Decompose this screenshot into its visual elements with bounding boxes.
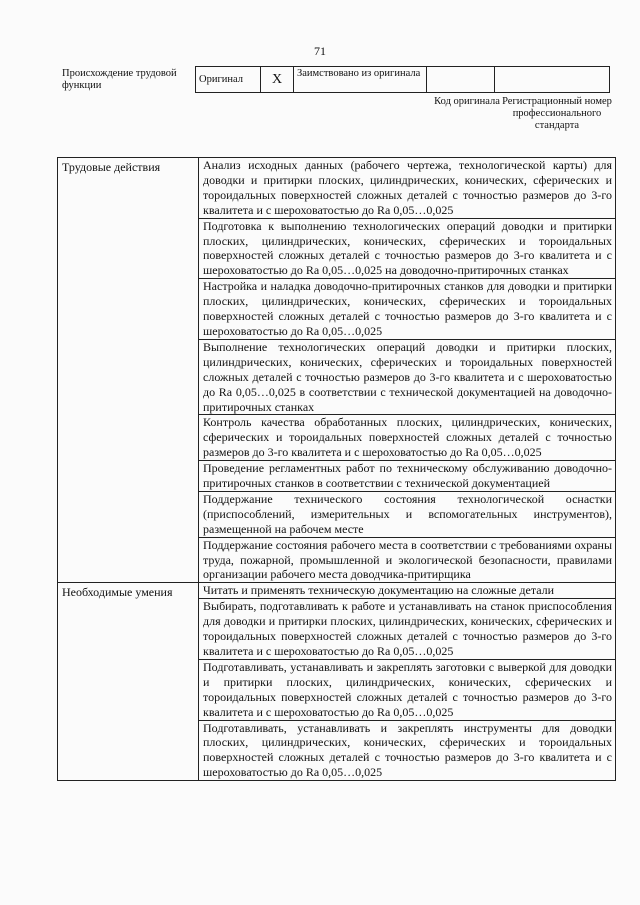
origin-original-cell: Оригинал xyxy=(196,67,261,93)
reg-caption: Регистрационный номер профессионального стандарта xyxy=(502,96,612,131)
table-cell: Поддержание состояния рабочего места в соответствии с требованиями охраны труда, пожарной, промышленной и экологической безопасности, правилами организации рабочего места доводчика-притирщика xyxy=(199,537,616,583)
table-cell: Настройка и наладка доводочно-притирочных станков для доводки и притирки плоских, цилиндрических, конических, сферических и тороидальных поверхностей сложных деталей с точностью размеров до 3-го квалитета и с шероховатостью до Ra 0,05…0,025 xyxy=(199,279,616,340)
page-number: 71 xyxy=(314,44,326,58)
table-cell: Подготавливать, устанавливать и закреплять инструменты для доводки плоских, цилиндрических, конических, сферических и тороидальных поверхностей сложных деталей с точностью размеров до 3-го квалитета и с шероховатостью до Ra 0,05…0,025 xyxy=(199,720,616,781)
table-cell: Читать и применять техническую документацию на сложные детали xyxy=(199,583,616,599)
code-caption: Код оригинала xyxy=(434,96,500,107)
table-cell: Проведение регламентных работ по техническому обслуживанию доводочно-притирочных станков в соответствии с технической документацией xyxy=(199,461,616,492)
origin-table xyxy=(195,66,610,93)
origin-reg-cell xyxy=(495,67,610,93)
section-label-actions: Трудовые действия xyxy=(58,158,199,583)
origin-label: Происхождение трудовой функции xyxy=(62,68,177,91)
table-cell: Анализ исходных данных (рабочего чертежа, технологической карты) для доводки и притирки плоских, цилиндрических, конических, сферических и тороидальных поверхностей сложных деталей с точностью размеров до 3-го квалитета и с шероховатостью до Ra 0,05…0,025 xyxy=(199,158,616,219)
functions-table xyxy=(57,157,616,781)
table-cell: Подготавливать, устанавливать и закреплять заготовки с выверкой для доводки и притирки плоских, цилиндрических, конических, сферических и тороидальных поверхностей сложных деталей с точностью размеров до 3-го квалитета и с шероховатостью до Ra 0,05…0,025 xyxy=(199,659,616,720)
table-cell: Выполнение технологических операций доводки и притирки плоских, цилиндрических, конических, сферических и тороидальных поверхностей сложных деталей с точностью размеров до 3-го квалитета и с шероховатостью до Ra 0,05…0,025 в соответствии с технической документацией на доводочно-притирочных станках xyxy=(199,339,616,415)
table-cell: Контроль качества обработанных плоских, цилиндрических, конических, сферических и тороидальных поверхностей сложных деталей с точностью размеров до 3-го квалитета и с шероховатостью до Ra 0,05…0,025 xyxy=(199,415,616,461)
origin-mark: X xyxy=(261,67,294,93)
origin-code-cell xyxy=(427,67,495,93)
table-cell: Выбирать, подготавливать к работе и устанавливать на станок приспособления для доводки и притирки плоских, цилиндрических, конических, сферических и тороидальных поверхностей сложных деталей с точностью размеров до 3-го квалитета и с шероховатостью до Ra 0,05…0,025 xyxy=(199,599,616,660)
table-row xyxy=(58,158,616,219)
origin-borrowed-cell: Заимствовано из оригинала xyxy=(294,67,427,93)
section-label-skills: Необходимые умения xyxy=(58,583,199,781)
table-cell: Подготовка к выполнению технологических операций доводки и притирки плоских, цилиндрических, конических, сферических и тороидальных поверхностей сложных деталей с точностью размеров до 3-го квалитета и с шероховатостью до Ra 0,05…0,025 на доводочно-притирочных станках xyxy=(199,218,616,279)
table-row xyxy=(58,583,616,599)
table-cell: Поддержание технического состояния технологической оснастки (приспособлений, измерительных и вспомогательных инструментов), размещенной на рабочем месте xyxy=(199,491,616,537)
